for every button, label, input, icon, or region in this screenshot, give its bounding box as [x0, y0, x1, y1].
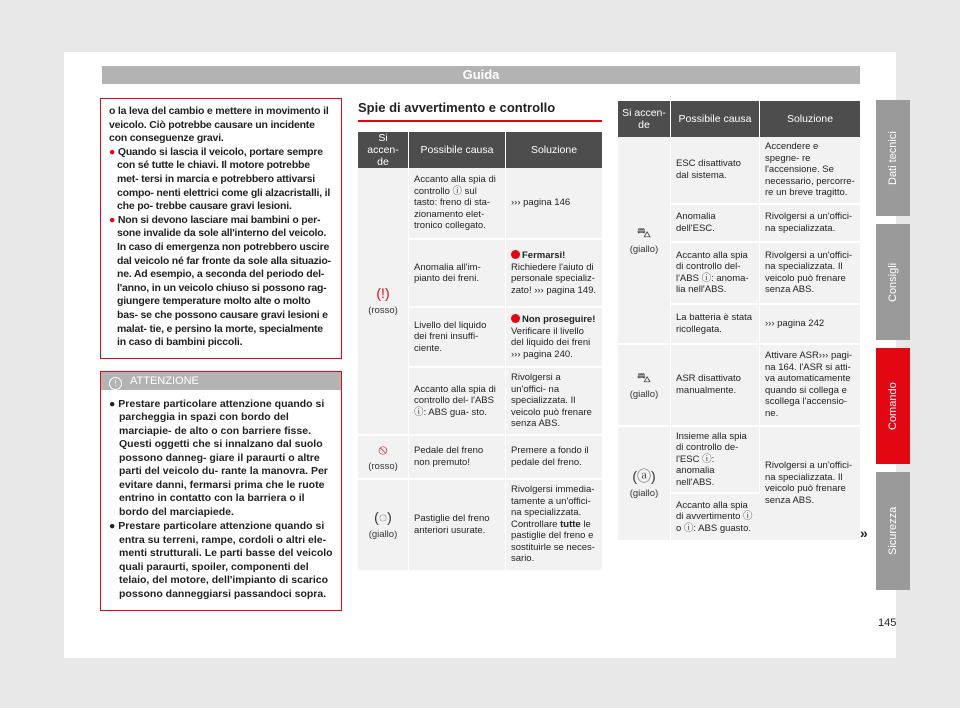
- cause-cell: Anomalia dell'ESC.: [671, 204, 760, 242]
- solution-cell: Accendere e spegne- re l'accensione. Se necessario, percorre- re un breve tragitto.: [760, 137, 861, 204]
- cause-cell: Insieme alla spia di controllo de- l'ESC ⓘ: anomalia nell'ABS.: [671, 426, 760, 494]
- warning-icon: !: [109, 377, 122, 390]
- warning-box: [100, 371, 342, 612]
- continue-arrow: »: [860, 525, 868, 541]
- cause-cell: ASR disattivato manualmente.: [671, 344, 760, 426]
- page-header: Guida: [102, 66, 860, 84]
- col-header-soluzione: Soluzione: [760, 101, 861, 137]
- solution-cell: Rivolgersi a un'offici- na specializzata. Il veicolo può frenare senza ABS.: [506, 367, 603, 435]
- section-title: Spie di avvertimento e controllo: [358, 100, 602, 122]
- tab-dati-tecnici[interactable]: Dati tecnici: [876, 100, 910, 216]
- notice-bullet: ● Non si devono lasciare mai bambini o per- sone invalide da sole all'interno del veicolo. In caso di emergenza non potrebbero uscire dal veicolo né far fronte da sole alla situazio- ne. Ad esempio, a seconda del periodo del- l'anno, in un veicolo chiuso si possono rag- giungere temperature molto alte o molto bas- se che possono causare gravi lesioni e malat- tie, e persino la morte, specialmente in caso di bambini piccoli.: [109, 213, 331, 349]
- cause-cell: ESC disattivato dal sistema.: [671, 137, 760, 204]
- notice-box: [100, 98, 342, 359]
- brake-warning-icon: (!): [376, 285, 390, 301]
- stop-icon: [511, 250, 520, 259]
- left-column: [100, 98, 342, 611]
- solution-cell: Rivolgersi a un'offici- na specializzata.: [760, 204, 861, 242]
- cause-cell: Accanto alla spia di controllo ⓘ sul tasto: freno di sta- zionamento elet- tronico collegato.: [409, 168, 506, 239]
- page-number: 145: [878, 617, 897, 629]
- warning-bullet: ● Prestare particolare attenzione quando si parcheggia in spazi con bordo del marciapie- de alto o con barriere fisse. Questi oggetti che si innalzano dal suolo possono danneg- giare il paraurti o altre parti del veicolo du- rante la manovra. Per evitare danni, fermarsi prima che le ruote entrino in contatto con la barriera o il bordo del marciapiede.: [109, 397, 328, 518]
- cause-cell: Accanto alla spia di controllo del- l'ABS ⓘ: anoma- lia nell'ABS.: [671, 242, 760, 304]
- brake-pedal-icon: ⦸: [378, 440, 388, 457]
- table-row-symbol: ⦸ (rosso): [358, 435, 409, 479]
- solution-cell: Rivolgersi a un'offici- na specializzata. Il veicolo può frenare senza ABS.: [760, 242, 861, 304]
- table-row-symbol: (ⓐ) (giallo): [618, 426, 671, 542]
- solution-cell: Rivolgersi a un'offici- na specializzata. Il veicolo può frenare senza ABS.: [760, 426, 861, 542]
- tab-comando[interactable]: Comando: [876, 348, 910, 464]
- table-row-symbol: (!) (rosso): [358, 168, 409, 435]
- warning-lights-table-1: [358, 132, 602, 572]
- warning-header: ! ATTENZIONE: [101, 372, 341, 390]
- warning-lights-table-2: [618, 101, 860, 542]
- cause-cell: Anomalia all'im- pianto dei freni.: [409, 239, 506, 307]
- solution-cell: ››› pagina 146: [506, 168, 603, 239]
- col-header-si-accende: Si accen- de: [618, 101, 671, 137]
- cause-cell: Pedale del freno non premuto!: [409, 435, 506, 479]
- tab-sicurezza[interactable]: Sicurezza: [876, 472, 910, 590]
- warning-body: [101, 390, 341, 611]
- solution-cell: Non proseguire! Verificare il livello del liquido dei freni ››› pagina 240.: [506, 307, 603, 367]
- cause-cell: Livello del liquido dei freni insuffi- ciente.: [409, 307, 506, 367]
- notice-bullet: ● Quando si lascia il veicolo, portare sempre con sé tutte le chiavi. Il motore potrebbe met- tersi in marcia e potrebbero attivarsi compo- nenti elettrici come gli alzacristalli, il che po- trebbe causare gravi lesioni.: [109, 145, 331, 213]
- asr-off-icon: ⛍: [636, 368, 652, 385]
- warning-bullet: ● Prestare particolare attenzione quando si entra su terreni, rampe, cordoli o altri ele- menti strutturali. Le parti basse del veicolo quali paraurti, spoiler, componenti del telaio, del motore, dell'impianto di scarico possono danneggiarsi passandoci sopra.: [109, 520, 333, 600]
- table-row-symbol: ⛍ (giallo): [618, 344, 671, 426]
- tab-consigli[interactable]: Consigli: [876, 224, 910, 340]
- esc-icon: ⛍: [636, 224, 652, 240]
- col-header-soluzione: Soluzione: [506, 132, 603, 168]
- brake-pad-icon: (◌): [374, 508, 392, 525]
- cause-cell: Accanto alla spia di controllo del- l'ABS ⓘ: ABS gua- sto.: [409, 367, 506, 435]
- table-row-symbol: (◌) (giallo): [358, 479, 409, 571]
- cause-cell: Accanto alla spia di avvertimento ⓘ o ⓘ: ABS guasto.: [671, 493, 760, 541]
- abs-icon: (ⓐ): [632, 467, 656, 484]
- solution-cell: Attivare ASR››› pagi- na 164. l'ASR si atti- va automaticamente quando si collega e scollega l'accensio- ne.: [760, 344, 861, 426]
- col-header-causa: Possibile causa: [671, 101, 760, 137]
- solution-cell: Premere a fondo il pedale del freno.: [506, 435, 603, 479]
- cause-cell: La batteria è stata ricollegata.: [671, 304, 760, 344]
- cause-cell: Pastiglie del freno anteriori usurate.: [409, 479, 506, 571]
- col-header-si-accende: Si accen- de: [358, 132, 409, 168]
- stop-icon: [511, 314, 520, 323]
- solution-cell: Fermarsi! Richiedere l'aiuto di personale specializ- zato! ››› pagina 149.: [506, 239, 603, 307]
- solution-cell: ››› pagina 242: [760, 304, 861, 344]
- solution-cell: Rivolgersi immedia- tamente a un'offici- na specializzata. Controllare tutte le pastiglie del freno e sostituirle se neces- sario.: [506, 479, 603, 571]
- table-row-symbol: ⛍ (giallo): [618, 137, 671, 344]
- col-header-causa: Possibile causa: [409, 132, 506, 168]
- notice-intro: o la leva del cambio e mettere in movimento il veicolo. Ciò potrebbe causare un incidente con conseguenze gravi.: [109, 105, 329, 145]
